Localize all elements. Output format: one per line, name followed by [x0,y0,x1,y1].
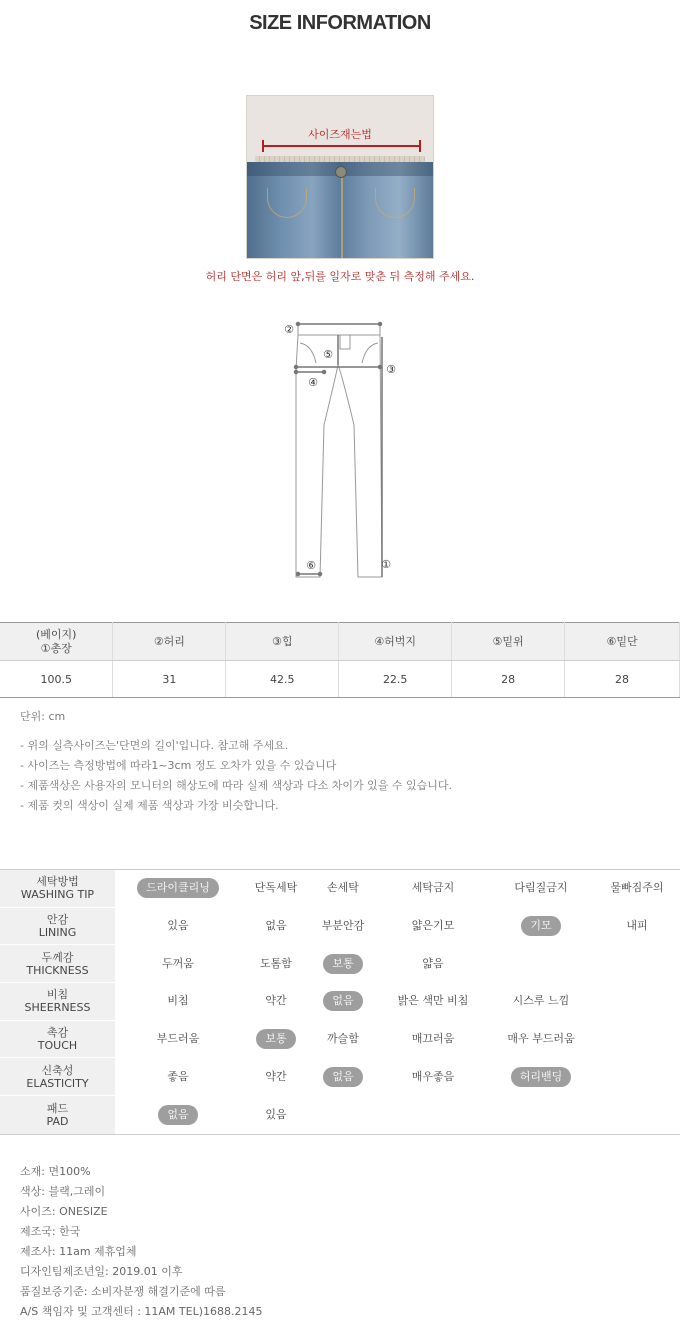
material-option-label: 물빠짐주의 [610,881,664,895]
note-item: - 제품색상은 사용자의 모니터의 해상도에 따라 실제 색상과 다소 차이가 있을 수 있습니다. [20,779,452,792]
material-option-label: 매우좋음 [411,1069,455,1083]
material-option-label: 좋음 [167,1069,189,1083]
info-item: 사이즈: ONESIZE [20,1205,108,1218]
material-label-ko: 두께감 [41,950,74,964]
material-option-label: 얇음 [422,956,444,970]
material-option-label: 약간 [265,1069,287,1083]
material-option-label: 없음 [323,1067,362,1087]
material-row-header [0,945,115,982]
note-item: - 제품 컷의 색상이 실제 제품 색상과 가장 비슷합니다. [20,799,279,812]
marker-1: ① [381,558,391,571]
size-value: 28 [452,661,565,698]
page-title: SIZE INFORMATION [249,12,431,34]
marker-4: ④ [308,376,318,389]
material-option-label: 드라이클리닝 [137,878,219,898]
material-option-label: 단독세탁 [254,881,298,895]
material-option [308,1021,378,1058]
material-option-label: 매우 부드러움 [507,1032,575,1046]
material-option-label: 보통 [323,954,362,974]
material-option-label: 약간 [265,994,287,1008]
material-option-label: 도톰함 [260,956,292,970]
material-label-ko: 세탁방법 [36,875,79,889]
material-option [388,983,478,1020]
material-option-selected [308,1058,378,1095]
size-value: 28 [565,661,680,698]
material-row [0,870,680,908]
material-label-en: LINING [38,926,77,940]
material-label-en: WASHING TIP [20,888,95,902]
product-info [20,1162,263,1322]
info-item: A/S 책임자 및 고객센터 : 11AM TEL)1688.2145 [20,1305,263,1318]
material-option-label: 비침 [167,994,189,1008]
material-option [501,1021,581,1058]
material-option-label: 부분안감 [321,919,365,933]
material-option [388,908,478,945]
marker-5: ⑤ [323,348,333,361]
material-option [597,870,677,907]
info-item: 제조사: 11am 제휴업체 [20,1245,137,1258]
measure-note: 허리 단면은 허리 앞,뒤를 일자로 맞춘 뒤 측정해 주세요. [205,270,475,283]
tape-measure [255,156,425,162]
size-header: ⑥밑단 [565,623,680,661]
size-value: 42.5 [226,661,339,698]
material-option [388,1058,478,1095]
size-value: 22.5 [339,661,452,698]
material-table [0,869,680,1135]
material-row [0,1058,680,1096]
material-row-header [0,908,115,945]
material-option-selected [123,1096,233,1134]
info-item: 디자인팀제조년일: 2019.01 이후 [20,1265,183,1278]
material-option-selected [501,1058,581,1095]
notes-list [20,736,452,816]
material-option-label: 기모 [521,916,560,936]
marker-2: ② [284,323,294,336]
material-option-label: 두꺼움 [162,956,194,970]
material-option [123,1021,233,1058]
size-table-header-row [0,623,680,661]
material-option-selected [123,870,233,907]
waist-measure-line [262,145,421,147]
size-header: ③힙 [226,623,339,661]
material-label-en: ELASTICITY [26,1076,89,1090]
material-row [0,945,680,983]
material-option-label: 없음 [158,1105,197,1125]
material-option-label: 부드러움 [156,1032,200,1046]
material-option [231,1096,321,1134]
material-option-label: 매끄러움 [411,1032,455,1046]
size-header: ④허벅지 [339,623,452,661]
material-row [0,983,680,1021]
material-option [501,870,581,907]
material-option-label: 없음 [323,991,362,1011]
material-label-ko: 비침 [46,988,69,1002]
material-option [388,870,478,907]
material-option-label: 세탁금지 [411,881,455,895]
material-row-header [0,1096,115,1134]
material-row-header [0,1021,115,1058]
info-item: 색상: 블랙,그레이 [20,1185,106,1198]
material-option [597,908,677,945]
material-option [123,908,233,945]
material-option-label: 있음 [167,919,189,933]
pants-diagram [270,315,410,585]
material-label-ko: 촉감 [46,1026,69,1040]
material-option [123,945,233,982]
material-row [0,1096,680,1134]
material-option [123,1058,233,1095]
size-table-row [0,661,680,698]
material-row-header [0,983,115,1020]
material-row [0,908,680,946]
material-label-en: PAD [46,1114,69,1128]
note-item: - 위의 실측사이즈는'단면의 길이'입니다. 참고해 주세요. [20,739,289,752]
info-item: 품질보증기준: 소비자분쟁 해결기준에 따름 [20,1285,226,1298]
size-header: ⑤밑위 [452,623,565,661]
marker-6: ⑥ [306,559,316,572]
material-option-label: 보통 [256,1029,295,1049]
material-option-label: 손세탁 [327,881,359,895]
size-table [0,622,680,698]
material-row [0,1021,680,1059]
size-value: 100.5 [0,661,113,698]
material-label-ko: 패드 [46,1101,69,1115]
material-option [308,908,378,945]
material-label-ko: 신축성 [41,1063,74,1077]
material-option-label: 시스루 느낌 [512,994,570,1008]
material-label-ko: 안감 [46,913,69,927]
unit-label: 단위: cm [20,710,66,723]
material-option-label: 까슬함 [327,1032,359,1046]
note-item: - 사이즈는 측정방법에 따라1~3cm 정도 오차가 있을 수 있습니다 [20,759,337,772]
material-option [388,1021,478,1058]
photo-caption: 사이즈재는법 [308,128,372,141]
material-row-header [0,870,115,907]
material-option-label: 허리밴딩 [511,1067,572,1087]
material-option-selected [501,908,581,945]
material-label-en: THICKNESS [26,963,89,977]
material-option [501,983,581,1020]
material-option-label: 내피 [626,919,648,933]
material-option-label: 밝은 색만 비침 [397,994,469,1008]
material-option-label: 없음 [265,919,287,933]
material-row-header [0,1058,115,1095]
material-option-label: 얇은기모 [411,919,455,933]
size-header: ②허리 [113,623,226,661]
material-label-en: TOUCH [37,1039,78,1053]
info-item: 소재: 면100% [20,1165,91,1178]
material-option-selected [308,945,378,982]
material-option-label: 있음 [265,1107,287,1121]
measure-photo [246,95,434,259]
material-option-selected [308,983,378,1020]
size-value: 31 [113,661,226,698]
material-option [123,983,233,1020]
material-option [308,870,378,907]
material-option [388,945,478,982]
info-item: 제조국: 한국 [20,1225,81,1238]
material-option-label: 다림질금지 [514,881,568,895]
size-header: (베이지) ①총장 [0,623,113,661]
marker-3: ③ [386,363,396,376]
material-label-en: SHEERNESS [24,1001,91,1015]
